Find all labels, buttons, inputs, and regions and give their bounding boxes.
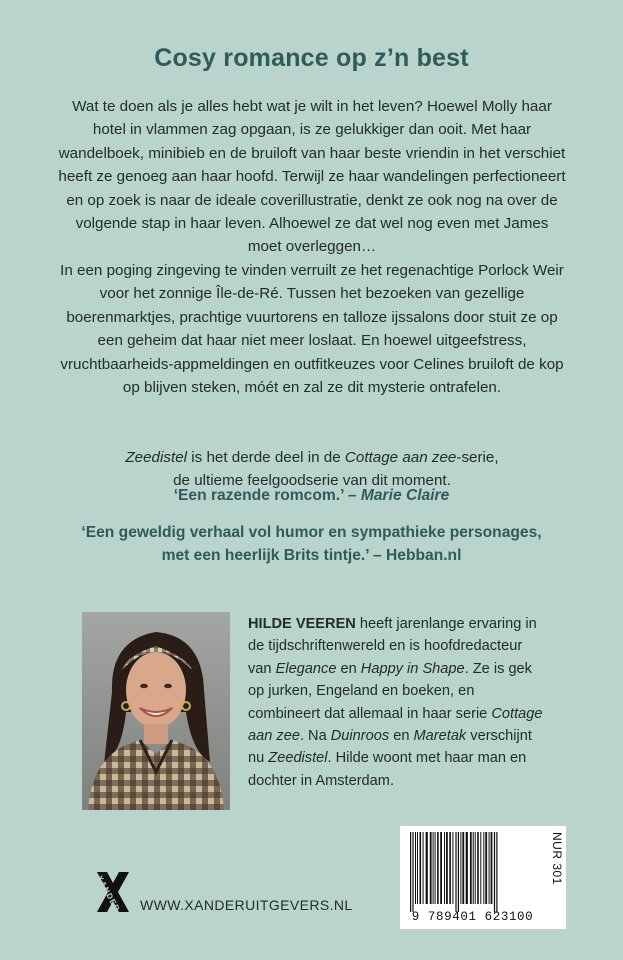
book-title: Zeedistel	[125, 449, 188, 466]
barcode-bar	[440, 832, 442, 904]
series-note-line-2: de ultieme feelgoodserie van dit moment.	[173, 472, 451, 490]
blurb-paragraph-2: In een poging zingeving te vinden verruilt ze het regenachtige Porlock Weir voor het zonnige Île-de-Ré. Tussen het bezoeken van gezellige boerenmarktjes, prachtige vuurtorens en talloze ijssalons door stuit ze op een geheim dat haar niet meer loslaat. En hoewel uitgeefstress, vruchtbaarheids-appmeldingen en outfitkeuzes voor Celines bruiloft de kop op blijven steken, móét en zal ze dit mysterie ontrafelen.	[60, 262, 564, 397]
barcode-bar	[483, 832, 484, 904]
barcode-bar	[412, 832, 413, 912]
barcode-bar	[458, 832, 459, 912]
publisher-logo	[95, 868, 131, 916]
barcode-bar	[480, 832, 481, 904]
book-title-maretak: Maretak	[413, 728, 467, 745]
magazine-title-happy-in-shape: Happy in Shape	[360, 660, 465, 677]
barcode-bar	[491, 832, 493, 904]
book-title-duinroos: Duinroos	[330, 728, 390, 745]
magazine-title-elegance: Elegance	[275, 660, 337, 677]
series-note-text: is het derde deel in de	[187, 449, 345, 466]
barcode-bar	[470, 832, 472, 904]
nur-code: NUR 301	[550, 832, 564, 885]
barcode-bar	[475, 832, 476, 904]
barcode-bar	[430, 832, 432, 904]
barcode-bar	[452, 832, 453, 904]
barcode-bar	[426, 832, 428, 904]
bio-text: heeft jarenlange ervaring in de tijdschriftenwereld en is hoofdredacteur van	[248, 616, 537, 677]
barcode-bar	[444, 832, 445, 904]
barcode-bar	[435, 832, 436, 904]
barcode-bar	[485, 832, 487, 904]
bio-text: en	[389, 728, 414, 745]
barcode-bar	[433, 832, 434, 904]
quote-1-text: ‘Een razende romcom.’ –	[173, 487, 361, 504]
barcode-bar	[410, 832, 411, 912]
isbn-digits: 9 789401 623100	[411, 910, 534, 924]
book-title-zeedistel: Zeedistel	[268, 750, 328, 767]
barcode-bar	[494, 832, 495, 912]
barcode-bar	[449, 832, 451, 904]
bio-text: . Na	[299, 728, 331, 745]
barcode-bar	[420, 832, 422, 904]
barcode-bar	[489, 832, 490, 904]
quote-2-line-1: ‘Een geweldig verhaal vol humor en sympathieke personages,	[81, 524, 542, 541]
blurb-paragraph-1: Wat te doen als je alles hebt wat je wilt in het leven? Hoewel Molly haar hotel in vlammen zag opgaan, is ze gelukkiger dan ooit. Met haar wandelboek, minibieb en de bruiloft van haar beste vriendin in het verschiet heeft ze genoeg aan haar hoofd. Terwijl ze haar wandelingen perfectioneert en op zoek is naar de ideale coverillustratie, denkt ze ook nog na over de volgende stap in haar leven. Alhoewel ze dat wel nog even met James moet overleggen…	[58, 98, 566, 256]
barcode-bar	[473, 832, 474, 904]
barcode-bar	[460, 832, 461, 904]
barcode-bar	[446, 832, 448, 904]
review-quote-1	[40, 484, 583, 507]
review-quote-2	[40, 521, 583, 567]
isbn-barcode	[400, 826, 566, 929]
publisher-url[interactable]: WWW.XANDERUITGEVERS.NL	[140, 897, 353, 913]
bio-text: en	[336, 660, 361, 677]
barcode-bar	[462, 832, 464, 904]
barcode-bar	[417, 832, 418, 904]
series-name: Cottage aan zee	[344, 449, 457, 466]
publisher-logo-text: XANDER	[95, 874, 122, 914]
barcode-bar	[477, 832, 479, 904]
quote-1-source: Marie Claire	[360, 487, 450, 504]
barcode-bar	[455, 832, 456, 912]
author-name: HILDE VEEREN	[248, 616, 356, 632]
bio-text: verschijnt nu	[248, 728, 532, 767]
bio-text: . Hilde woont met haar man en dochter in Amsterdam.	[248, 750, 527, 789]
barcode-bar	[437, 832, 439, 904]
barcode-bar	[466, 832, 468, 904]
barcode-bar	[496, 832, 497, 912]
bio-text: . Ze is gek op jurken, Engeland en boeken, en combineert dat allemaal in haar serie	[248, 660, 532, 722]
bio-series-name: Cottage aan zee	[248, 705, 543, 745]
quote-2-line-2: met een heerlijk Brits tintje.’ – Hebban.nl	[161, 547, 462, 564]
barcode-bar	[423, 832, 424, 904]
barcode-bar	[415, 832, 416, 904]
author-photo	[82, 612, 230, 810]
series-note-suffix: -serie,	[456, 449, 499, 466]
cover-heading: Cosy romance op z’n best	[154, 44, 469, 72]
author-bio	[248, 613, 548, 792]
